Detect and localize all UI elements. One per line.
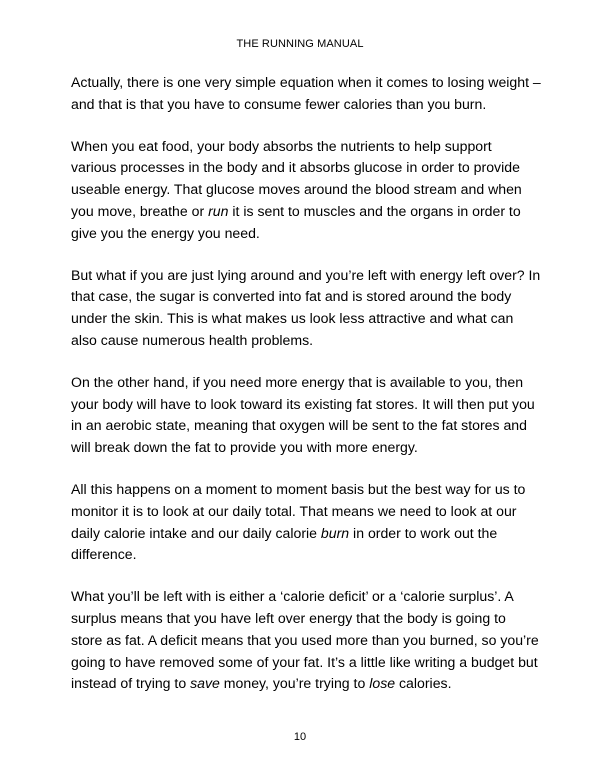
paragraph-text: it is sent to muscles and the organs in order to give you the energy you need. (71, 202, 521, 241)
paragraph-text: in order to work out the difference. (71, 524, 498, 563)
paragraph-text: What you’ll be left with is either a ‘calorie deficit’ or a ‘calorie surplus’. A surplus means that you have left over energy that the body is going to store as fat. A deficit means that you used more than you burned, so you’re going to have removed some of your fat. It’s a little like writing a budget but instead of trying to (71, 588, 539, 692)
emphasis-run: run (208, 202, 229, 219)
running-header: THE RUNNING MANUAL (236, 38, 364, 50)
paragraph-food-absorption (71, 136, 541, 245)
paragraph-daily-total (71, 479, 541, 566)
paragraph-deficit-surplus (71, 586, 541, 695)
paragraph-energy-left-over (71, 265, 541, 352)
paragraph-text: On the other hand, if you need more energy that is available to you, then your body will have to look toward its existing fat stores. It will then put you in an aerobic state, meaning that oxygen will be sent to the fat stores and will break down the fat to provide you with more energy. (71, 373, 535, 456)
page-number: 10 (293, 731, 307, 743)
paragraph-text: When you eat food, your body absorbs the nutrients to help support various processes in the body and it absorbs glucose in order to provide useable energy. That glucose moves around the blood stream and when you move, breathe or (71, 137, 522, 219)
paragraph-text: Actually, there is one very simple equation when it comes to losing weight – and that is that you have to consume fewer calories than you burn. (71, 74, 541, 112)
paragraph-text: All this happens on a moment to moment basis but the best way for us to monitor it is to look at our daily total. That means we need to look at our daily calorie intake and our daily calorie (71, 480, 526, 541)
paragraph-fat-stores (71, 372, 541, 459)
paragraph-text: money, you’re trying to (219, 675, 370, 692)
body-text (71, 72, 541, 715)
paragraph-text: But what if you are just lying around and you’re left with energy left over? In that case, the sugar is converted into fat and is stored around the body under the skin. This is what makes us look less attractive and what can also cause numerous health problems. (71, 266, 541, 348)
emphasis-lose: lose (369, 675, 396, 692)
paragraph-calorie-equation (71, 72, 541, 116)
emphasis-burn: burn (320, 524, 350, 541)
emphasis-save: save (190, 675, 220, 692)
paragraph-text: calories. (395, 675, 452, 692)
